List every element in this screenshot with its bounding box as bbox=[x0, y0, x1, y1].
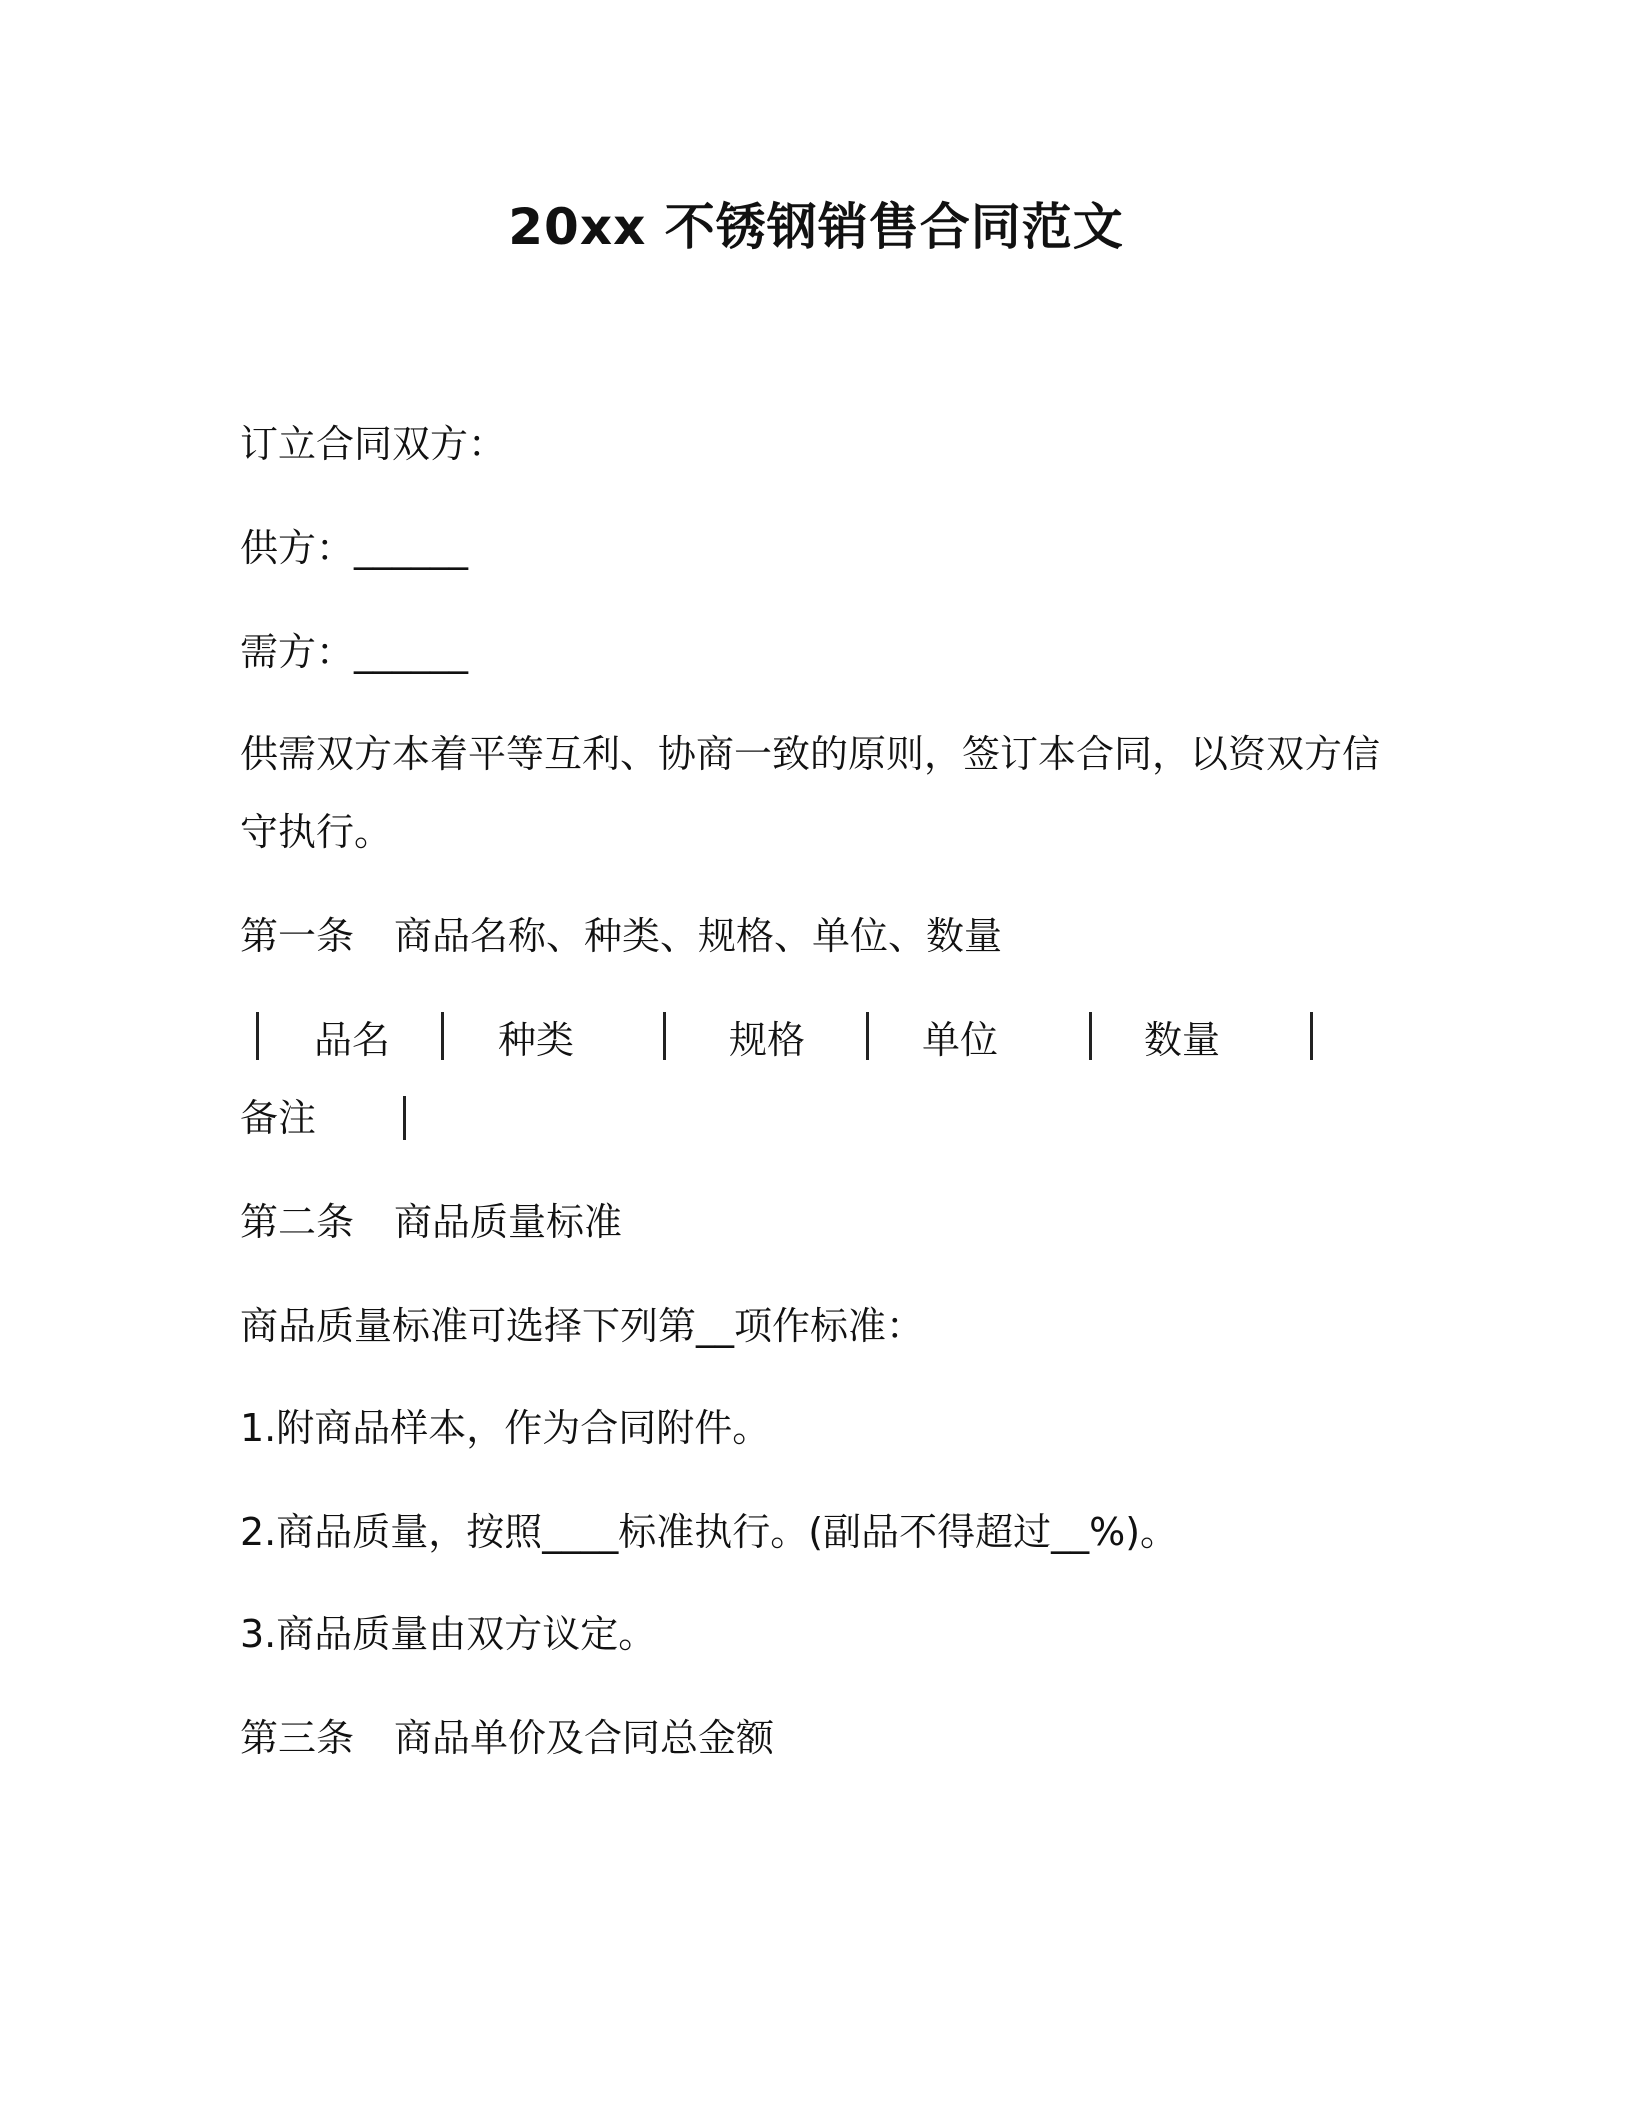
table-divider bbox=[1089, 1012, 1092, 1060]
article-2-heading bbox=[240, 1196, 622, 1248]
table-divider bbox=[256, 1012, 259, 1060]
quality-intro: 商品质量标准可选择下列第__项作标准： bbox=[240, 1304, 925, 1348]
table-divider bbox=[441, 1012, 444, 1060]
article-2-number: 第二条 bbox=[240, 1200, 355, 1244]
intro-line-2: 守执行。 bbox=[240, 810, 393, 854]
table-col-type: 种类 bbox=[498, 1018, 575, 1062]
parties-heading: 订立合同双方： bbox=[240, 422, 507, 466]
table-divider bbox=[663, 1012, 666, 1060]
article-2-title: 商品质量标准 bbox=[394, 1200, 623, 1244]
table-divider bbox=[866, 1012, 869, 1060]
document-title: 20xx 不锈钢销售合同范文 bbox=[508, 198, 1124, 256]
buyer-line: 需方：______ bbox=[240, 630, 469, 674]
article-3-number: 第三条 bbox=[240, 1716, 355, 1760]
article-1-heading bbox=[240, 910, 1002, 962]
article-3-heading bbox=[240, 1712, 774, 1764]
supplier-line: 供方：______ bbox=[240, 526, 469, 570]
table-col-remarks: 备注 bbox=[240, 1096, 317, 1140]
quality-option-1: 1.附商品样本，作为合同附件。 bbox=[240, 1406, 771, 1450]
quality-option-2: 2.商品质量，按照____标准执行。(副品不得超过__%)。 bbox=[240, 1510, 1179, 1554]
intro-line-1: 供需双方本着平等互利、协商一致的原则，签订本合同，以资双方信 bbox=[240, 732, 1381, 776]
table-col-quantity: 数量 bbox=[1144, 1018, 1221, 1062]
article-1-title: 商品名称、种类、规格、单位、数量 bbox=[394, 914, 1003, 958]
article-1-number: 第一条 bbox=[240, 914, 355, 958]
table-col-name: 品名 bbox=[314, 1018, 391, 1062]
table-col-unit: 单位 bbox=[922, 1018, 999, 1062]
table-divider bbox=[403, 1096, 406, 1140]
quality-option-3: 3.商品质量由双方议定。 bbox=[240, 1612, 657, 1656]
table-col-spec: 规格 bbox=[729, 1018, 806, 1062]
article-3-title: 商品单价及合同总金额 bbox=[394, 1716, 775, 1760]
table-divider bbox=[1310, 1012, 1313, 1060]
